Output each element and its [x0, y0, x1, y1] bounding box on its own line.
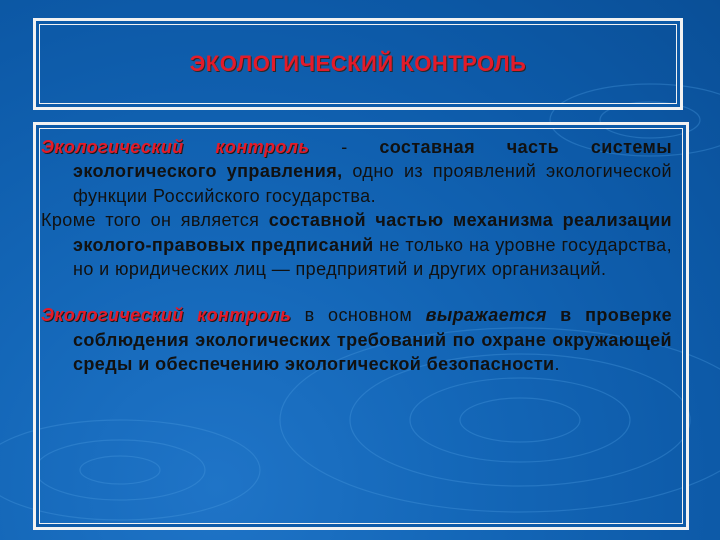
- content-frame: [33, 122, 689, 530]
- term-ecological-control-2: Экологический контроль: [41, 305, 292, 326]
- definition-rest: одно из проявлений экологической функции Российского государства.: [73, 161, 672, 206]
- paragraph-definition: [41, 135, 672, 208]
- paragraph-mechanism: [41, 208, 672, 281]
- expression-rest: в проверке соблюдения экологических требований по охране окружающей среды и обеспечению экологической безопасности: [73, 305, 672, 375]
- expression-middle: в основном: [291, 305, 426, 326]
- expression-period: .: [554, 354, 560, 375]
- expression-verb: выражается: [425, 305, 547, 326]
- mechanism-intro: Кроме того он является: [41, 210, 269, 231]
- dash: -: [309, 137, 380, 157]
- term-ecological-control: Экологический контроль: [41, 137, 310, 157]
- mechanism-rest: не только на уровне государства, но и юридических лиц — предприятий и других организаций.: [73, 234, 672, 280]
- paragraph-expression: [41, 303, 672, 376]
- title-frame: [33, 18, 683, 110]
- mechanism-emphasis: составной частью механизма реализации эколого-правовых предписаний: [73, 210, 673, 255]
- slide-title: ЭКОЛОГИЧЕСКИЙ КОНТРОЛЬ: [189, 51, 527, 76]
- definition-text: составная часть системы экологического управления,: [73, 137, 672, 182]
